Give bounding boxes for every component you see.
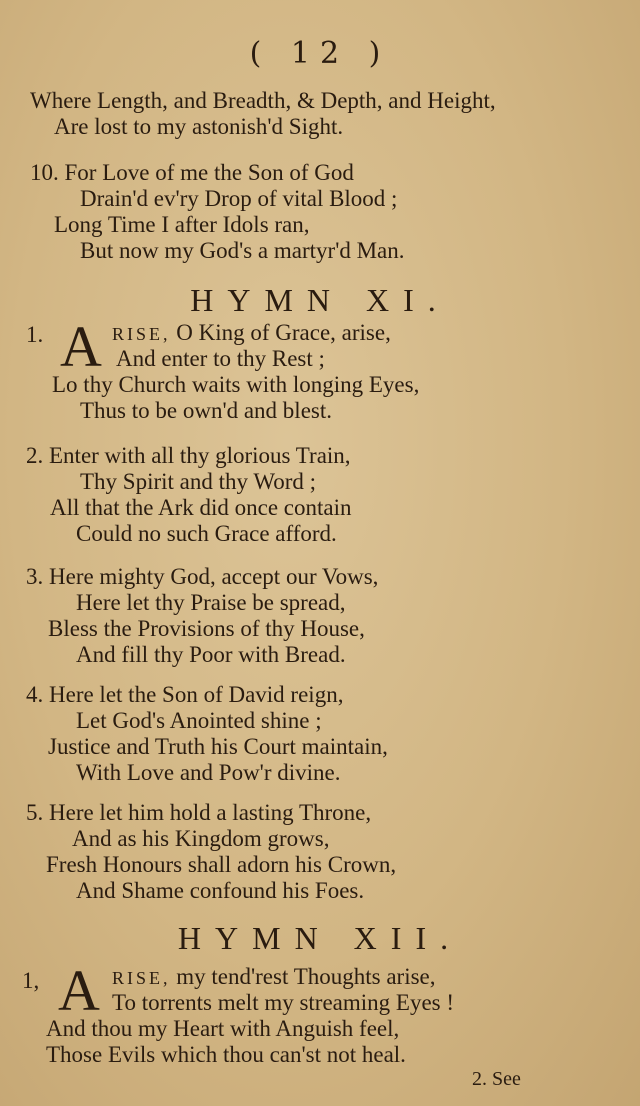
page-number: ( 12 ) — [249, 36, 391, 71]
text-line: Where Length, and Breadth, & Depth, and Height, — [30, 88, 496, 113]
verse-line: All that the Ark did once contain — [50, 495, 352, 520]
verse-line: With Love and Pow'r divine. — [76, 760, 341, 785]
verse-line: Those Evils which thou can'st not heal. — [46, 1042, 406, 1067]
verse-line: 5. Here let him hold a lasting Throne, — [26, 800, 372, 825]
small-caps-word: RISE, — [112, 968, 171, 988]
verse-line: And Shame confound his Foes. — [76, 878, 365, 903]
verse-line: Drain'd ev'ry Drop of vital Blood ; — [80, 186, 398, 211]
verse-line: 10. For Love of me the Son of God — [30, 160, 354, 185]
text-line: Are lost to my astonish'd Sight. — [54, 114, 344, 139]
verse-line: Bless the Provisions of thy House, — [48, 616, 365, 641]
verse-number: 1. — [26, 322, 44, 347]
verse-number: 1, — [22, 968, 40, 993]
verse-line: And as his Kingdom grows, — [72, 826, 330, 851]
verse-line: Let God's Anointed shine ; — [76, 708, 322, 733]
first-line-tail: my tend'rest Thoughts arise, — [176, 964, 436, 989]
verse-first-line — [112, 964, 436, 991]
verse-line: Lo thy Church waits with longing Eyes, — [52, 372, 420, 397]
verse-line: And fill thy Poor with Bread. — [76, 642, 346, 667]
verse-line: But now my God's a martyr'd Man. — [80, 238, 405, 263]
verse-line: And enter to thy Rest ; — [116, 346, 325, 371]
verse-line: Thy Spirit and thy Word ; — [80, 469, 317, 494]
verse-line: Thus to be own'd and blest. — [80, 398, 333, 423]
verse-first-line — [112, 320, 391, 347]
verse-line: To torrents melt my streaming Eyes ! — [112, 990, 455, 1015]
verse-line: Could no such Grace afford. — [76, 521, 337, 546]
first-line-tail: O King of Grace, arise, — [176, 320, 391, 345]
verse-line: 4. Here let the Son of David reign, — [26, 682, 344, 707]
verse-line: Justice and Truth his Court maintain, — [48, 734, 388, 759]
hymn-title-12: HYMN XII. — [177, 920, 463, 956]
catchword: 2. See — [472, 1068, 521, 1090]
small-caps-word: RISE, — [112, 324, 171, 344]
verse-line: Fresh Honours shall adorn his Crown, — [46, 852, 397, 877]
hymn-title-11: HYMN XI. — [190, 282, 450, 318]
verse-line: 3. Here mighty God, accept our Vows, — [26, 564, 379, 589]
verse-line: Long Time I after Idols ran, — [54, 212, 310, 237]
verse-line: Here let thy Praise be spread, — [76, 590, 346, 615]
drop-cap: A — [60, 314, 102, 379]
verse-line: 2. Enter with all thy glorious Train, — [26, 443, 351, 468]
drop-cap: A — [58, 958, 100, 1023]
verse-line: And thou my Heart with Anguish feel, — [46, 1016, 400, 1041]
